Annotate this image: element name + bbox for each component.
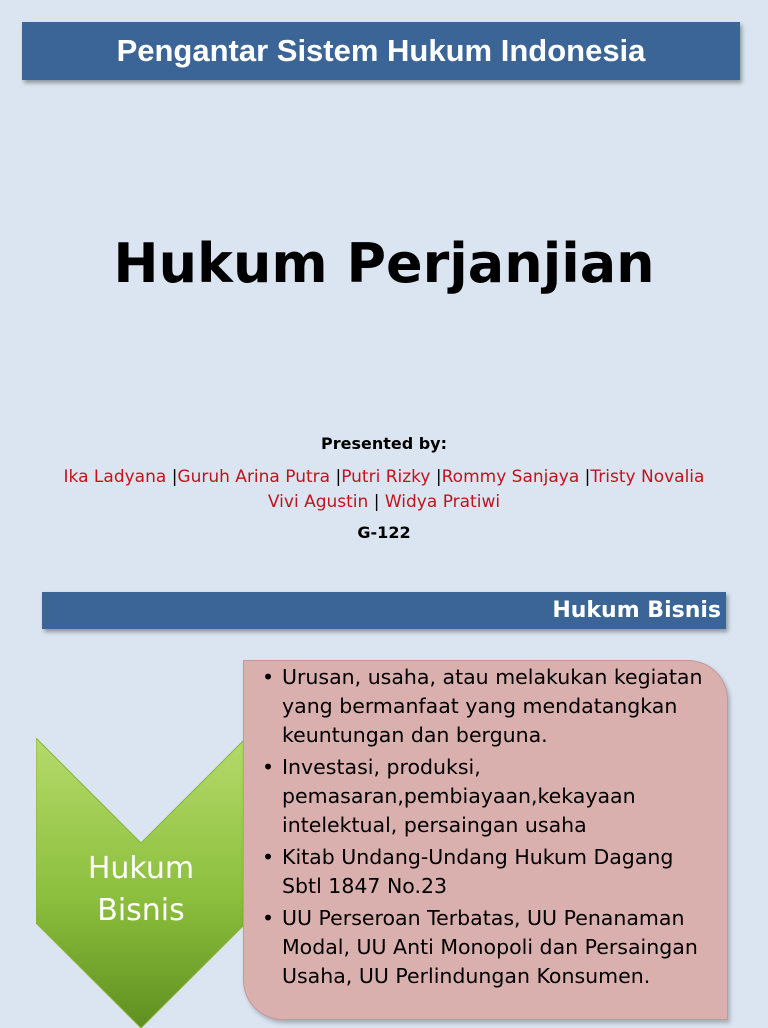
header-title: Pengantar Sistem Hukum Indonesia [116,33,646,68]
bullet-item [262,843,709,901]
chevron-label [36,848,246,932]
chevron-label-line-1: Hukum [87,851,195,886]
author-line-2 [0,490,768,515]
author-separator: | [584,467,591,487]
bullet-text: Kitab Undang-Undang Hukum Dagang Sbtl 1847 No.23 [282,845,674,898]
bullet-glyph: • [262,665,275,689]
main-title: Hukum Perjanjian [113,232,655,295]
author-separator: | [435,467,442,487]
bullet-callout [243,660,728,1020]
bullet-text: UU Perseroan Terbatas, UU Penanaman Modal, UU Anti Monopoli dan Persaingan Usaha, UU Perlindungan Konsumen. [282,906,698,988]
author-line-1 [0,465,768,490]
author-separator: | [335,467,342,487]
chevron-label-line-2: Bisnis [97,893,185,928]
author-name: Guruh Arina Putra [177,467,331,487]
author-name: Putri Rizky [341,467,431,487]
bullet-item [262,753,709,840]
presented-by-label: Presented by: [320,434,448,453]
bullet-list [262,663,709,991]
author-name: Rommy Sanjaya [441,467,580,487]
bullet-text: Urusan, usaha, atau melakukan kegiatan yang bermanfaat yang mendatangkan keuntungan dan berguna. [282,665,703,747]
bullet-item [262,904,709,991]
bullet-glyph: • [262,845,275,869]
header-bar [22,22,740,80]
author-name: Widya Pratiwi [384,492,501,512]
author-separator: | [171,467,178,487]
bullet-item [262,663,709,750]
author-name: Tristy Novalia [590,467,705,487]
section-title: Hukum Bisnis [552,598,721,623]
author-name: Vivi Agustin [267,492,369,512]
bullet-glyph: • [262,755,275,779]
group-code: G-122 [357,523,411,542]
bullet-text: Investasi, produksi, pemasaran,pembiayaan,kekayaan intelektual, persaingan usaha [282,755,636,837]
bullet-glyph: • [262,906,275,930]
author-list [0,465,768,515]
section-bar [42,592,726,629]
author-separator: | [373,492,380,512]
author-name: Ika Ladyana [63,467,167,487]
